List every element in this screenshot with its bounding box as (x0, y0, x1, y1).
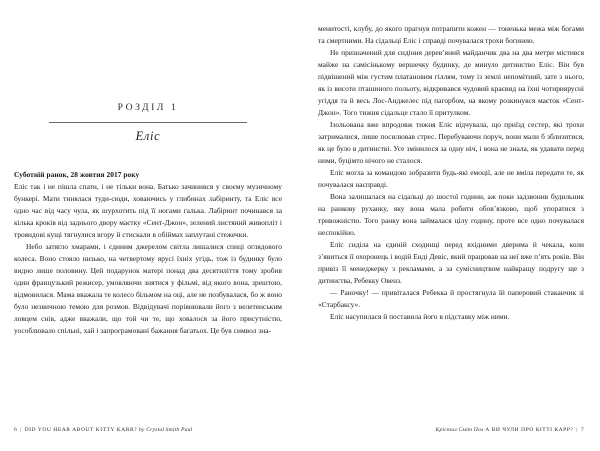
paragraph: Еліс так і не пішла спати, і не тільки вона. Батько зачинився у своєму музичному бункері. Мати тинялася туди-сюди, ховаючись у глибинах лабіринту, та Еліс все одно час від часу чула, як шурхотить під її ногами галька. Лабіринт починався за кілька кроків від заднього двору маєтку «Сент-Джон», зелений листяний живопліт і трояндові кущі тягнулися вгору й стискали в обіймах заплутані стежечки. (14, 182, 282, 240)
right-page-text-column (300, 23, 600, 323)
left-page-footer (14, 428, 192, 434)
chapter-heading (14, 103, 282, 143)
chapter-title: Еліс (135, 128, 161, 143)
paragraph: Еліс могла за командою зобразити будь-які емоції, але не вміла передати те, як почувалася насправді. (318, 167, 584, 189)
right-page (300, 0, 600, 451)
page-number: 7 (580, 427, 584, 434)
paragraph: Еліс насупилася й поставила його в підставку між ними. (330, 311, 510, 321)
paragraph: Вона залишалася на сідальці до шостої години, аж поки задзвонив будильник на ранкову руханку, яку вона мала робити обов’язково, щоб упоратися з тривожністю. Того ранку вона займалася цілу годину, проте все одно почувалася неспокійно. (318, 191, 584, 237)
chapter-divider-rule (49, 122, 247, 123)
right-page-footer (436, 428, 584, 434)
footer-separator: | (576, 427, 578, 434)
paragraph: Не призначений для сидіння дерев’яний майданчик два на два метри містився майже на самісінькому вершечку будинку, де минуло дитинство Еліс. Він був підвішений між густим платановим гіллям, тому із землі непомітний, зате з нього, як із висоти пташиного польоту, відкривався чудовий краєвид на їхні чотириярусні угіддя та й весь Лос-Анджелес під пагорбом, на якому розкинувся маєток «Сент-Джон». Того тижня сідальце стало її притулком. (318, 47, 584, 117)
paragraph: Небо затягло хмарами, і єдиним джерелом світла лишалися спиці оглядового колеса. Воно стояло низько, на четвертому ярусі їхніх угідь, тож із будинку було видно лише половину. Цей подарунок матері понад два десятиліття тому зробив один французький режисер, умовляючи знятися у фільмі, від якого вона, зрештою, відмовилася. Мама вважала те колесо більмом на оці, але не позбувалася, бо ж воно було незвичною темою для розмов. Відвідувачі порівнювали його з велетенським ловцем снів, адже вважали, що той чи те, що ховалося за його присутністю, уособлювало спільні, хай і запрограмовані бажання багатьох. Це був символ зна- (14, 242, 282, 336)
paragraph: Еліс сиділа на єдиній сходинці перед вхідними дверима й чекала, коли з’явиться її охоронець і водій Енді Девіс, який працював на неї вже п’ять років. Він привіз її менеджерку з рекламами, а за сумісництвом найкращу подругу ще з дитинства, Ребекку Овенз. (318, 239, 584, 285)
paragraph: Ізольована вже впродовж тижня Еліс відчувала, що приїзд сестер, які трохи затрималися, лише посилював стрес. Перебуваючи поруч, вони мали б зблизитися, як це було в дитинстві. Усе змінилося за одну ніч, і вона не знала, як удавати перед ними, буцімто нічого не сталося. (318, 119, 584, 165)
footer-author: by Crystal Smith Paul (138, 427, 193, 434)
footer-author: Крістал Сміт Пол (435, 427, 484, 434)
footer-book-title: DID YOU HEAR ABOUT KITTY KARR? (24, 427, 138, 434)
footer-separator: | (20, 427, 22, 434)
paragraph: менитості, клубу, до якого прагнув потрапити кожен — тоненька межа між богами та смертними. На сідальці Еліс і справді почувалася трохи богинею. (318, 24, 584, 45)
paragraph: — Раночку! — привіталася Ребекка й простягнула їй паперовий стаканчик зі «Старбаксу». (318, 287, 584, 309)
dateline: Суботній ранок, 28 жовтня 2017 року (14, 170, 140, 180)
page-number: 6 (14, 427, 18, 434)
footer-book-title: А ВИ ЧУЛИ ПРО КІТТІ КАРР? (485, 427, 574, 434)
left-page-text-column (0, 103, 300, 337)
chapter-number-label: РОЗДІЛ 1 (117, 102, 179, 113)
